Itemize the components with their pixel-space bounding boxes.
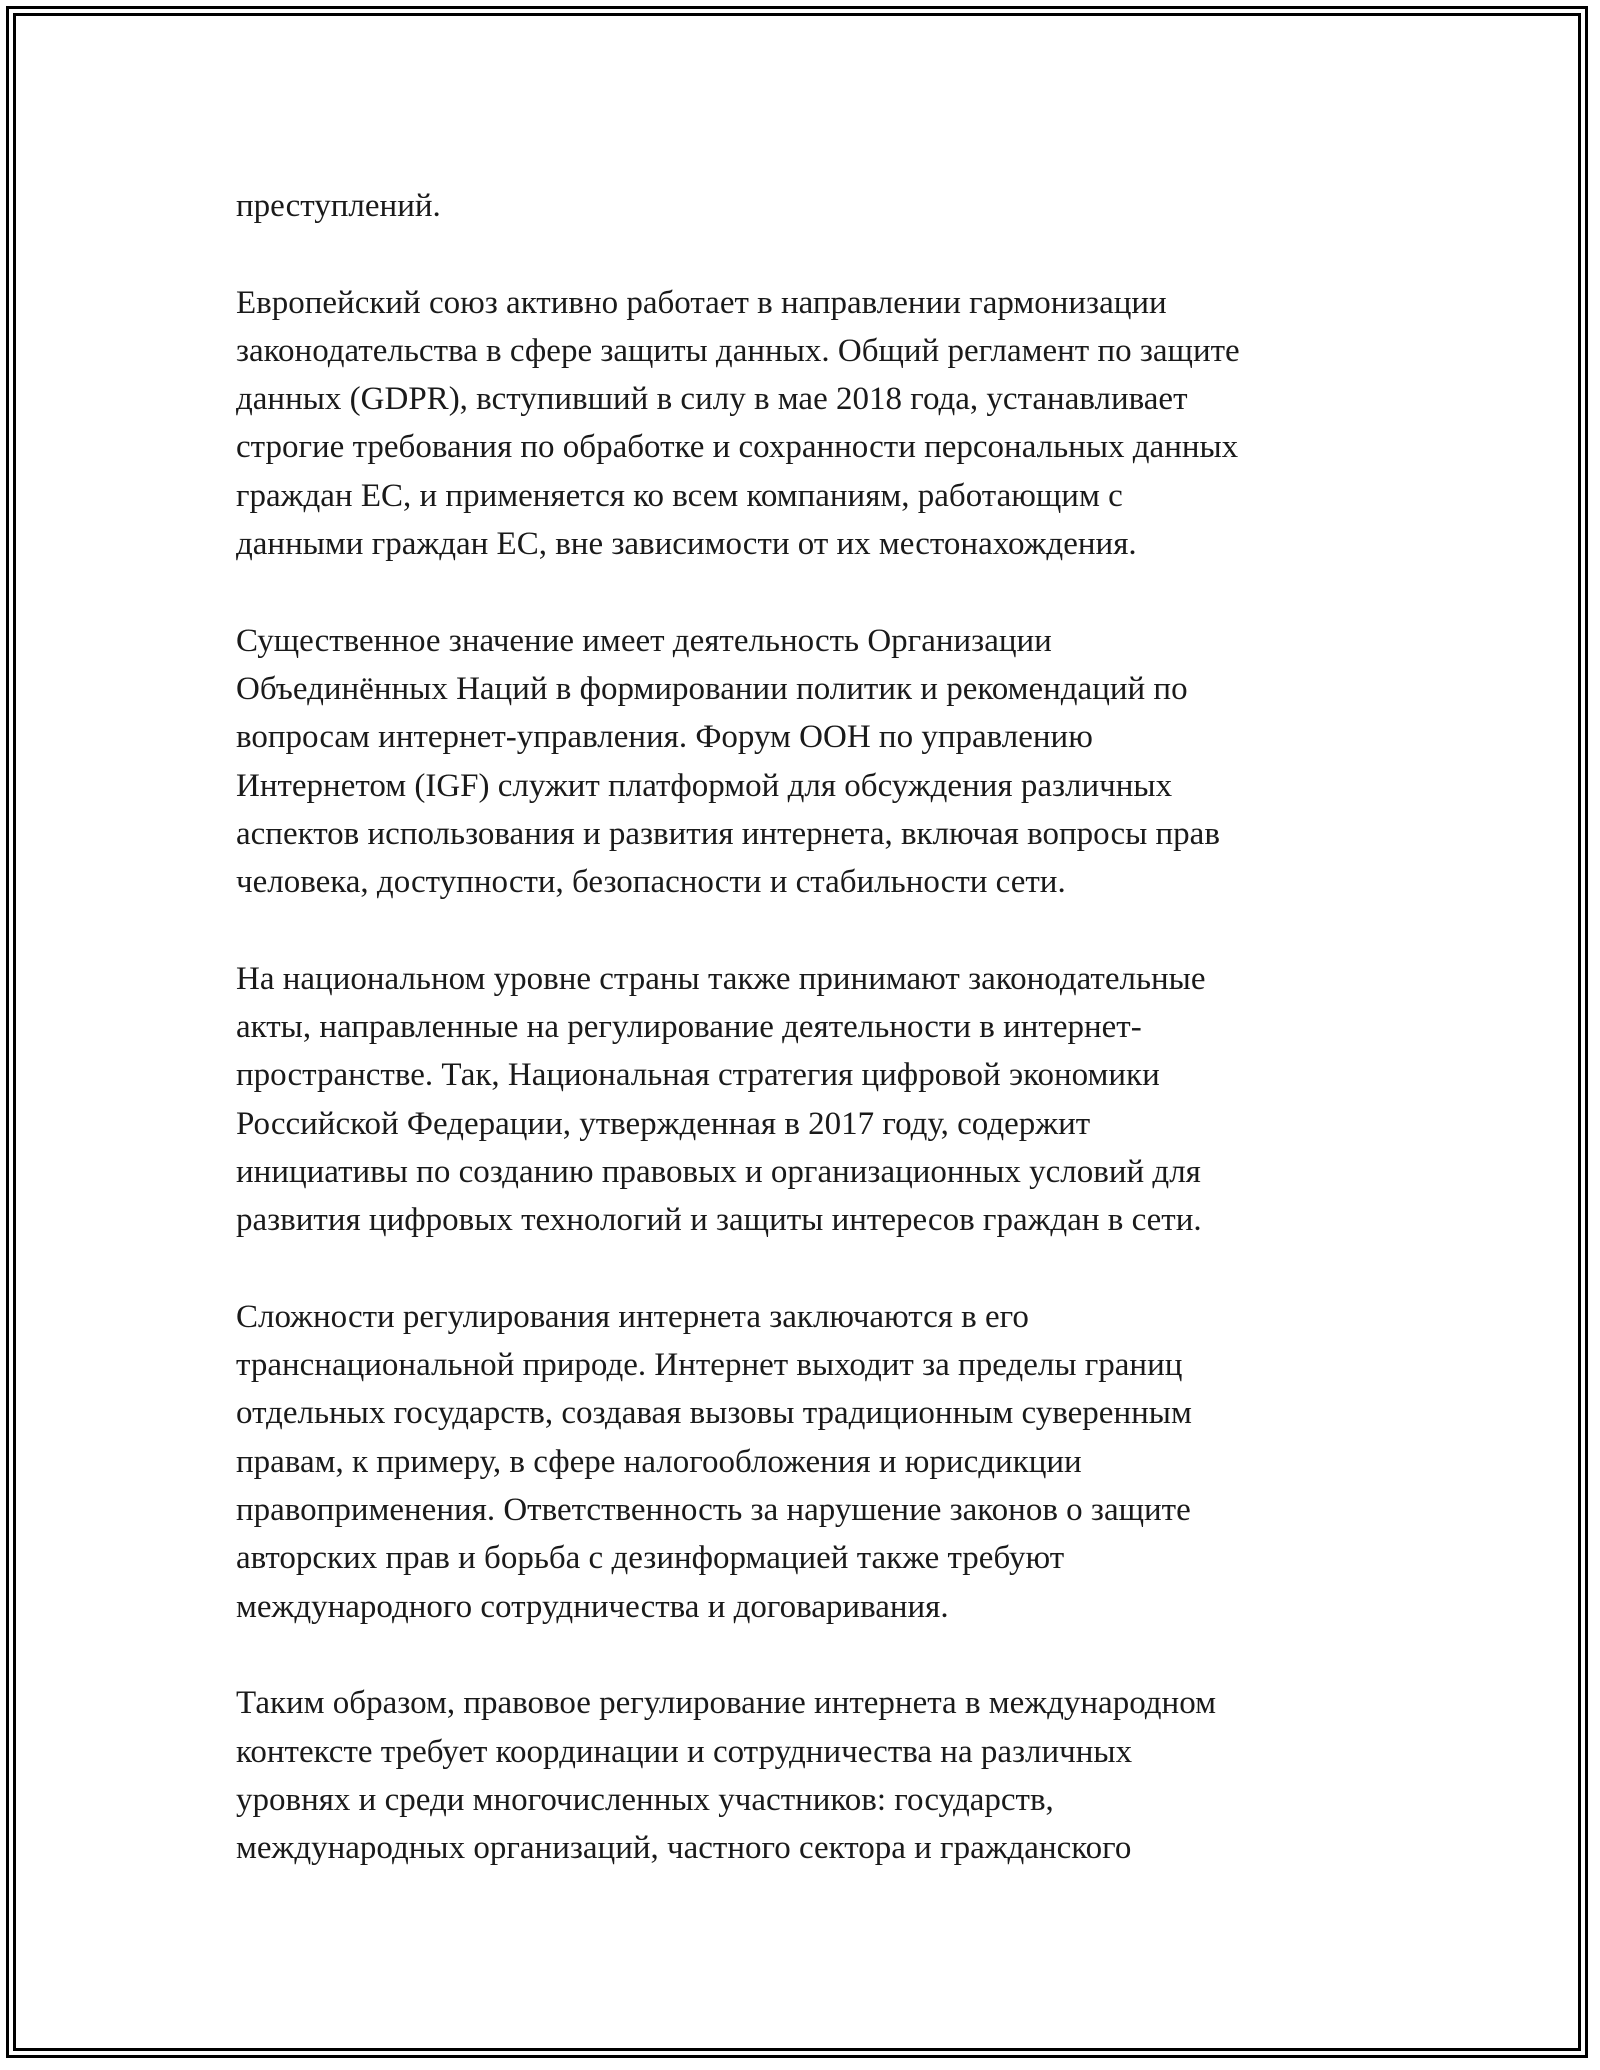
paragraph-complexities	[236, 1293, 1416, 1631]
text-line: Объединённых Наций в формировании политик и рекомендаций по	[236, 670, 1188, 707]
text-line: данных (GDPR), вступивший в силу в мае 2018 года, устанавливает	[236, 381, 1188, 418]
paragraph-continuation	[236, 182, 1416, 230]
paragraph-gap	[236, 906, 1416, 954]
text-line: строгие требования по обработке и сохранности персональных данных	[236, 429, 1239, 466]
text-line: На национальном уровне страны также принимают законодательные	[236, 960, 1206, 997]
text-line: пространстве. Так, Национальная стратегия цифровой экономики	[236, 1057, 1160, 1094]
text-line: международных организаций, частного сектора и гражданского	[236, 1830, 1132, 1867]
text-line: транснациональной природе. Интернет выходит за пределы границ	[236, 1347, 1183, 1384]
paragraph-gap	[236, 230, 1416, 278]
paragraph-gap	[236, 568, 1416, 616]
text-line: аспектов использования и развития интернета, включая вопросы прав	[236, 815, 1220, 852]
paragraph-un-igf	[236, 617, 1416, 907]
text-line: граждан ЕС, и применяется ко всем компаниям, работающим с	[236, 477, 1123, 514]
text-line: Интернетом (IGF) служит платформой для обсуждения различных	[236, 767, 1173, 804]
text-line: уровнях и среди многочисленных участников: государств,	[236, 1781, 1054, 1818]
text-line: отдельных государств, создавая вызовы традиционным суверенным	[236, 1395, 1192, 1432]
text-line: Таким образом, правовое регулирование интернета в международном	[236, 1685, 1216, 1722]
paragraph-gap	[236, 1245, 1416, 1293]
paragraph-national-level	[236, 955, 1416, 1245]
text-line: акты, направленные на регулирование деятельности в интернет-	[236, 1009, 1142, 1046]
paragraph-gdpr	[236, 279, 1416, 569]
text-line: преступлений.	[236, 188, 441, 224]
text-line: правам, к примеру, в сфере налогообложения и юрисдикции	[236, 1443, 1082, 1480]
text-line: человека, доступности, безопасности и стабильности сети.	[236, 864, 1066, 901]
text-line: Европейский союз активно работает в направлении гармонизации	[236, 284, 1167, 321]
text-line: вопросам интернет-управления. Форум ООН по управлению	[236, 719, 1093, 756]
text-line: инициативы по созданию правовых и организационных условий для	[236, 1153, 1201, 1190]
text-line: Российской Федерации, утвержденная в 2017 году, содержит	[236, 1105, 1091, 1142]
paragraph-conclusion	[236, 1679, 1416, 1872]
text-line: контексте требует координации и сотрудничества на различных	[236, 1733, 1133, 1770]
document-body	[236, 182, 1416, 1872]
text-line: авторских прав и борьба с дезинформацией также требуют	[236, 1540, 1065, 1577]
text-line: законодательства в сфере защиты данных. Общий регламент по защите	[236, 332, 1240, 369]
text-line: Существенное значение имеет деятельность Организации	[236, 622, 1052, 659]
paragraph-gap	[236, 1631, 1416, 1679]
text-line: данными граждан ЕС, вне зависимости от их местонахождения.	[236, 526, 1137, 563]
text-line: правоприменения. Ответственность за нарушение законов о защите	[236, 1492, 1191, 1529]
text-line: развития цифровых технологий и защиты интересов граждан в сети.	[236, 1202, 1202, 1239]
text-line: Сложности регулирования интернета заключаются в его	[236, 1298, 1029, 1335]
text-line: международного сотрудничества и договаривания.	[236, 1588, 949, 1625]
